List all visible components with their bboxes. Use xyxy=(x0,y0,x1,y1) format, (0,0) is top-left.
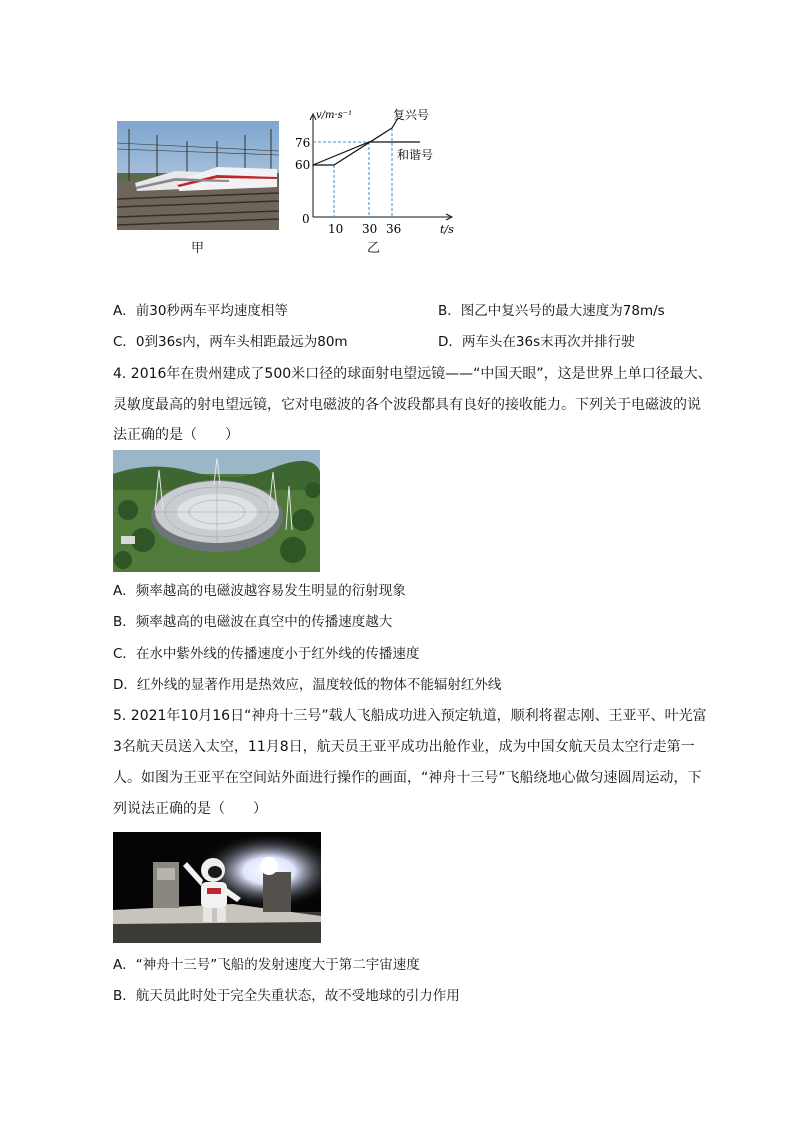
x-axis-label: t/s xyxy=(440,223,454,236)
x-tick-10: 10 xyxy=(328,222,344,236)
q3-option-b: B．图乙中复兴号的最大速度为78m/s xyxy=(438,303,665,319)
q4-stem-line-3: 法正确的是（ ） xyxy=(113,427,239,443)
q5-option-a: A．“神舟十三号”飞船的发射速度大于第二宇宙速度 xyxy=(113,957,420,973)
series-label-fuxing: 复兴号 xyxy=(393,108,430,122)
astronaut-photo xyxy=(113,832,321,943)
q4-stem-line-1: 4. 2016年在贵州建成了500米口径的球面射电望远镜——“中国天眼”，这是世界上单口径最大、 xyxy=(113,366,712,382)
series-label-hexie: 和谐号 xyxy=(397,148,434,162)
y-tick-76: 76 xyxy=(295,136,311,150)
origin-label: 0 xyxy=(302,212,310,226)
telescope-photo xyxy=(113,450,320,572)
q5-stem-line-2: 3名航天员送入太空，11月8日，航天员王亚平成功出舱作业，成为中国女航天员太空行走第一 xyxy=(113,739,695,755)
q5-stem-line-1: 5. 2021年10月16日“神舟十三号”载人飞船成功进入预定轨道，顺利将翟志刚、王亚平、叶光富 xyxy=(113,708,707,724)
x-tick-36: 36 xyxy=(386,222,402,236)
q3-option-c: C．0到36s内，两车头相距最远为80m xyxy=(113,334,348,350)
q4-option-c: C．在水中紫外线的传播速度小于红外线的传播速度 xyxy=(113,646,420,662)
x-tick-30: 30 xyxy=(362,222,378,236)
q4-stem-line-2: 灵敏度最高的射电望远镜，它对电磁波的各个波段都具有良好的接收能力。下列关于电磁波的说 xyxy=(113,397,701,413)
figure-label-right: 乙 xyxy=(367,241,381,256)
y-tick-60: 60 xyxy=(295,158,311,172)
y-axis-label: v/m·s⁻¹ xyxy=(316,110,353,121)
q3-option-a: A．前30秒两车平均速度相等 xyxy=(113,303,288,319)
figure-label-left: 甲 xyxy=(191,241,205,256)
train-photo xyxy=(117,121,279,230)
q4-option-d: D．红外线的显著作用是热效应，温度较低的物体不能辐射红外线 xyxy=(113,677,502,693)
q5-stem-line-4: 列说法正确的是（ ） xyxy=(113,801,267,817)
q4-option-b: B．频率越高的电磁波在真空中的传播速度越大 xyxy=(113,614,393,630)
q5-option-b: B．航天员此时处于完全失重状态，故不受地球的引力作用 xyxy=(113,988,460,1004)
q5-stem-line-3: 人。如图为王亚平在空间站外面进行操作的画面，“神舟十三号”飞船绕地心做匀速圆周运动，下 xyxy=(113,770,702,786)
q3-option-d: D．两车头在36s末再次并排行驶 xyxy=(438,334,635,350)
q4-option-a: A．频率越高的电磁波越容易发生明显的衍射现象 xyxy=(113,583,406,599)
velocity-time-graph xyxy=(290,104,470,254)
